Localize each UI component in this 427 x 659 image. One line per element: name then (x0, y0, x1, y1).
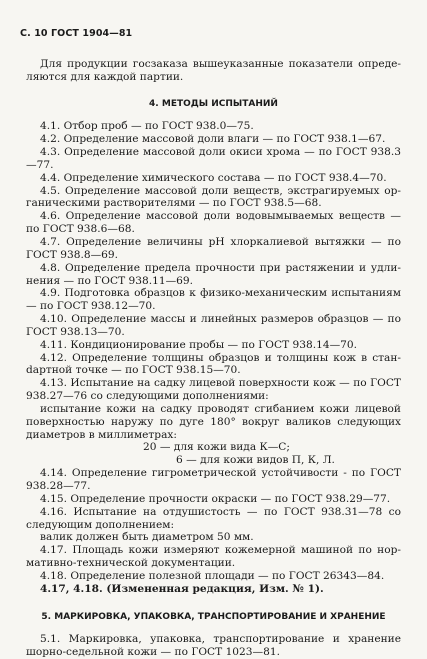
item-4-16-addendum: валик должен быть диаметром 50 мм. (40, 531, 254, 544)
item-5-1: 5.1. Маркировка, упаковка, транспортирование и хранение шорно-седельной кожи — по ГОСТ 1023—81. (26, 633, 401, 659)
item-4-13: 4.13. Испытание на садку лицевой поверхности кож — по ГОСТ 938.27—76 со следующими дополнениями: (26, 377, 401, 403)
item-4-16: 4.16. Испытание на отдушистость — по ГОСТ 938.31—78 со следующим дополнением: (26, 505, 401, 531)
item-4-1: 4.1. Отбор проб — по ГОСТ 938.0—75. (40, 120, 254, 133)
item-4-13-addendum: испытание кожи на садку проводят сгибанием кожи лицевой поверхностью наружу по дуге 180° вокруг валиков следующих диаметров в миллиметрах: (26, 402, 401, 441)
item-4-11: 4.11. Кондиционирование пробы — по ГОСТ 938.14—70. (40, 338, 358, 351)
item-4-2: 4.2. Определение массовой доли влаги — по ГОСТ 938.1—67. (40, 133, 386, 146)
item-4-9: 4.9. Подготовка образцов к физико-механическим испытаниям — по ГОСТ 938.12—70. (26, 287, 401, 313)
diameter-line-2: 6 — для кожи видов П, К, Л. (176, 454, 335, 467)
item-4-18: 4.18. Определение полезной площади — по ГОСТ 26343—84. (40, 569, 385, 582)
diameter-line-1: 20 — для кожи вида К—С; (143, 441, 290, 454)
page-header: С. 10 ГОСТ 1904—81 (20, 28, 133, 39)
item-4-17: 4.17. Площадь кожи измеряют кожемерной машиной по нормативно-технической документации. (26, 544, 401, 570)
item-4-5: 4.5. Определение массовой доли веществ, экстрагируемых органическими растворителями — по ГОСТ 938.5—68. (26, 184, 401, 210)
item-4-12: 4.12. Определение толщины образцов и толщины кож в станdартной точке — по ГОСТ 938.15—70. (26, 351, 401, 377)
item-4-6: 4.6. Определение массовой доли водовымываемых веществ — по ГОСТ 938.6—68. (26, 210, 401, 236)
item-4-10: 4.10. Определение массы и линейных размеров образцов — по ГОСТ 938.13—70. (26, 313, 401, 338)
item-4-4: 4.4. Определение химического состава — по ГОСТ 938.4—70. (40, 171, 387, 184)
item-4-8: 4.8. Определение предела прочности при растяжении и удлинения — по ГОСТ 938.11—69. (26, 261, 401, 287)
item-4-7: 4.7. Определение величины pH хлоркалиевой вытяжки — по ГОСТ 938.8—69. (26, 235, 401, 261)
section-5-title: 5. МАРКИРОВКА, УПАКОВКА, ТРАНСПОРТИРОВАНИЕ И ХРАНЕНИЕ (41, 611, 386, 622)
intro-paragraph: Для продукции госзаказа вышеуказанные показатели определяются для каждой партии. (26, 57, 401, 83)
item-4-14: 4.14. Определение гигрометрической устойчивости - по ГОСТ 938.28—77. (26, 467, 401, 492)
item-4-3: 4.3. Определение массовой доли окиси хрома — по ГОСТ 938.3—77. (26, 146, 401, 171)
section-4-title: 4. МЕТОДЫ ИСПЫТАНИЙ (149, 98, 278, 109)
item-4-15: 4.15. Определение прочности окраски — по ГОСТ 938.29—77. (40, 492, 391, 505)
amendment-note: 4.17, 4.18. (Измененная редакция, Изм. № 1). (40, 582, 324, 595)
